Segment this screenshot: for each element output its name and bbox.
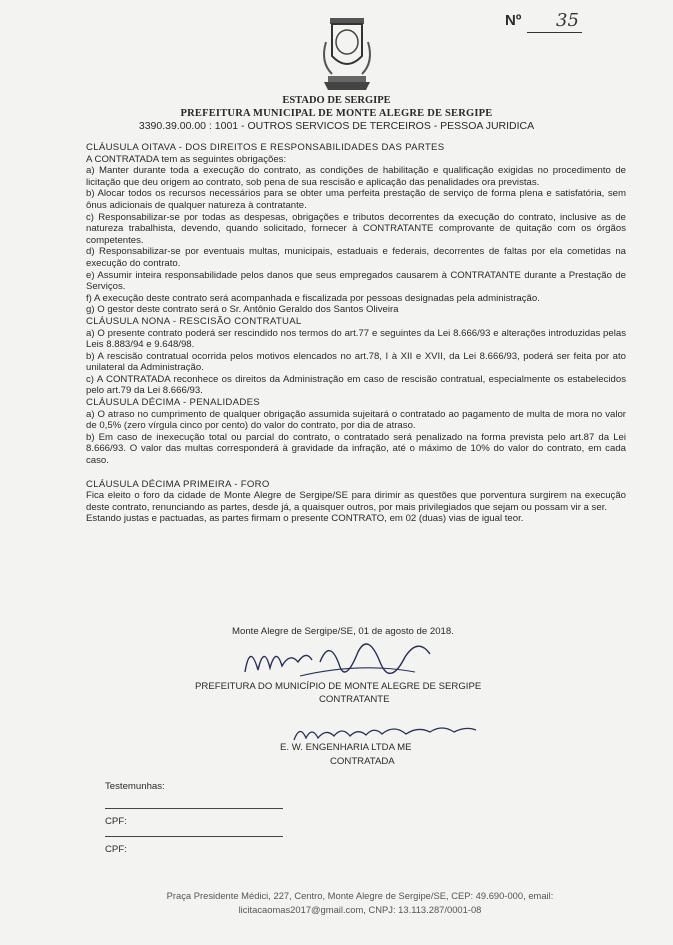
clause-8-item-d: d) Responsabilizar-se por eventuais multas, municipais, estaduais e federais, decorrentes de faltas por ela cometidas na execução do contrato. (86, 246, 626, 269)
witness-1-cpf: CPF: (105, 816, 127, 827)
footer-contact: licitacaomas2017@gmail.com, CNPJ: 13.113.287/0001-08 (238, 904, 482, 915)
clause-8-item-c: c) Responsabilizar-se por todas as despesas, obrigações e tributos decorrentes da execução do contrato, inclusive as de natureza trabalhista, devendo, quando solicitado, fornecer à CONTRATANTE comprovante de quitação com os órgãos competentes. (86, 211, 626, 246)
clause-11-title: CLÁUSULA DÉCIMA PRIMEIRA - FORO (86, 478, 270, 490)
footer-address: Praça Presidente Médici, 227, Centro, Monte Alegre de Sergipe/SE, CEP: 49.690-000, email: (166, 890, 554, 901)
clause-10-item-a: a) O atraso no cumprimento de qualquer obrigação assumida sujeitará o contratado ao pagamento de multa de mora no valor de 0,5% (zero vírgula cinco por cento) do valor do contrato, por dia de atraso. (86, 408, 626, 432)
contratante-name: PREFEITURA DO MUNICÍPIO DE MONTE ALEGRE DE SERGIPE (195, 681, 482, 692)
clause-8-item-f: f) A execução deste contrato será acompanhada e fiscalizada por pessoas designadas pela administração. (86, 292, 540, 304)
contratada-role: CONTRATADA (330, 756, 395, 767)
coat-of-arms-icon (318, 12, 376, 94)
witness-2-cpf: CPF: (105, 844, 127, 855)
witness-1-line (105, 808, 283, 809)
clause-8-item-b: b) Alocar todos os recursos necessários para se obter uma perfeita prestação de serviço de forma plena e satisfatória, sem ônus adicionais de qualquer natureza à contratante. (86, 188, 626, 211)
contratante-role: CONTRATANTE (319, 694, 390, 705)
clause-8-intro: A CONTRATADA tem as seguintes obrigações: (86, 153, 287, 165)
clause-11-text: Fica eleito o foro da cidade de Monte Alegre de Sergipe/SE para dirimir as questões que porventura surgirem na execução deste contrato, renunciando as partes, desde já, a quaisquer outros, por mais privilegiados que sejam ou possam vir a ser. (86, 490, 626, 513)
header-budget-line: 3390.39.00.00 : 1001 - OUTROS SERVICOS DE TERCEIROS - PESSOA JURIDICA (138, 120, 535, 132)
contract-body (86, 142, 626, 525)
witnesses-label: Testemunhas: (105, 781, 165, 792)
clause-9-item-c: c) A CONTRATADA reconhece os direitos da Administração em caso de rescisão contratual, especialmente os estabelecidos pelo art.79 da Lei 8.666/93. (86, 373, 626, 397)
document-number-line (527, 32, 582, 33)
clause-8-title: CLÁUSULA OITAVA - DOS DIREITOS E RESPONSABILIDADES DAS PARTES (86, 142, 445, 153)
witness-2-line (105, 836, 283, 837)
header-prefeitura: PREFEITURA MUNICIPAL DE MONTE ALEGRE DE SERGIPE (180, 108, 493, 119)
document-number-value: 35 (556, 10, 579, 31)
clause-8-item-a: a) Manter durante toda a execução do contrato, as condições de habilitação e qualificação exigidas no procedimento de licitação que deu origem ao contrato, sob pena de sua rescisão e aplicação das penalidades ora previstas. (86, 165, 626, 188)
clause-8-item-e: e) Assumir inteira responsabilidade pelos danos que seus empregados causarem à CONTRATANTE durante a Prestação de Serviços. (86, 269, 626, 293)
document-number-label: Nº (505, 12, 522, 29)
place-date: Monte Alegre de Sergipe/SE, 01 de agosto de 2018. (232, 626, 454, 637)
clause-9-item-a: a) O presente contrato poderá ser rescindido nos termos do art.77 e seguintes da Lei 8.666/93 e alterações introduzidas pelas Leis 8.883/94 e 9.648/98. (86, 327, 626, 351)
clause-10-item-b: b) Em caso de inexecução total ou parcial do contrato, o contratado será penalizado na forma prevista pelo art.87 da Lei 8.666/93. O valor das multas corresponderá à gravidade da infração, até o máximo de 10% do valor do contrato, em cada caso. (86, 431, 626, 467)
header-state: ESTADO DE SERGIPE (282, 95, 391, 106)
clause-9-title: CLÁUSULA NONA - RESCISÃO CONTRATUAL (86, 315, 302, 327)
contratada-name: E. W. ENGENHARIA LTDA ME (280, 742, 412, 753)
clause-10-title: CLÁUSULA DÉCIMA - PENALIDADES (86, 397, 260, 409)
clause-11-closing: Estando justas e pactuadas, as partes firmam o presente CONTRATO, em 02 (duas) vias de igual teor. (86, 513, 524, 525)
clause-9-item-b: b) A rescisão contratual ocorrida pelos motivos elencados no art.78, I à XII e XVII, da Lei 8.666/93, poderá ser feita por ato unilateral da Administração. (86, 350, 626, 374)
clause-8-item-g: g) O gestor deste contrato será o Sr. Antônio Geraldo dos Santos Oliveira (86, 304, 399, 316)
